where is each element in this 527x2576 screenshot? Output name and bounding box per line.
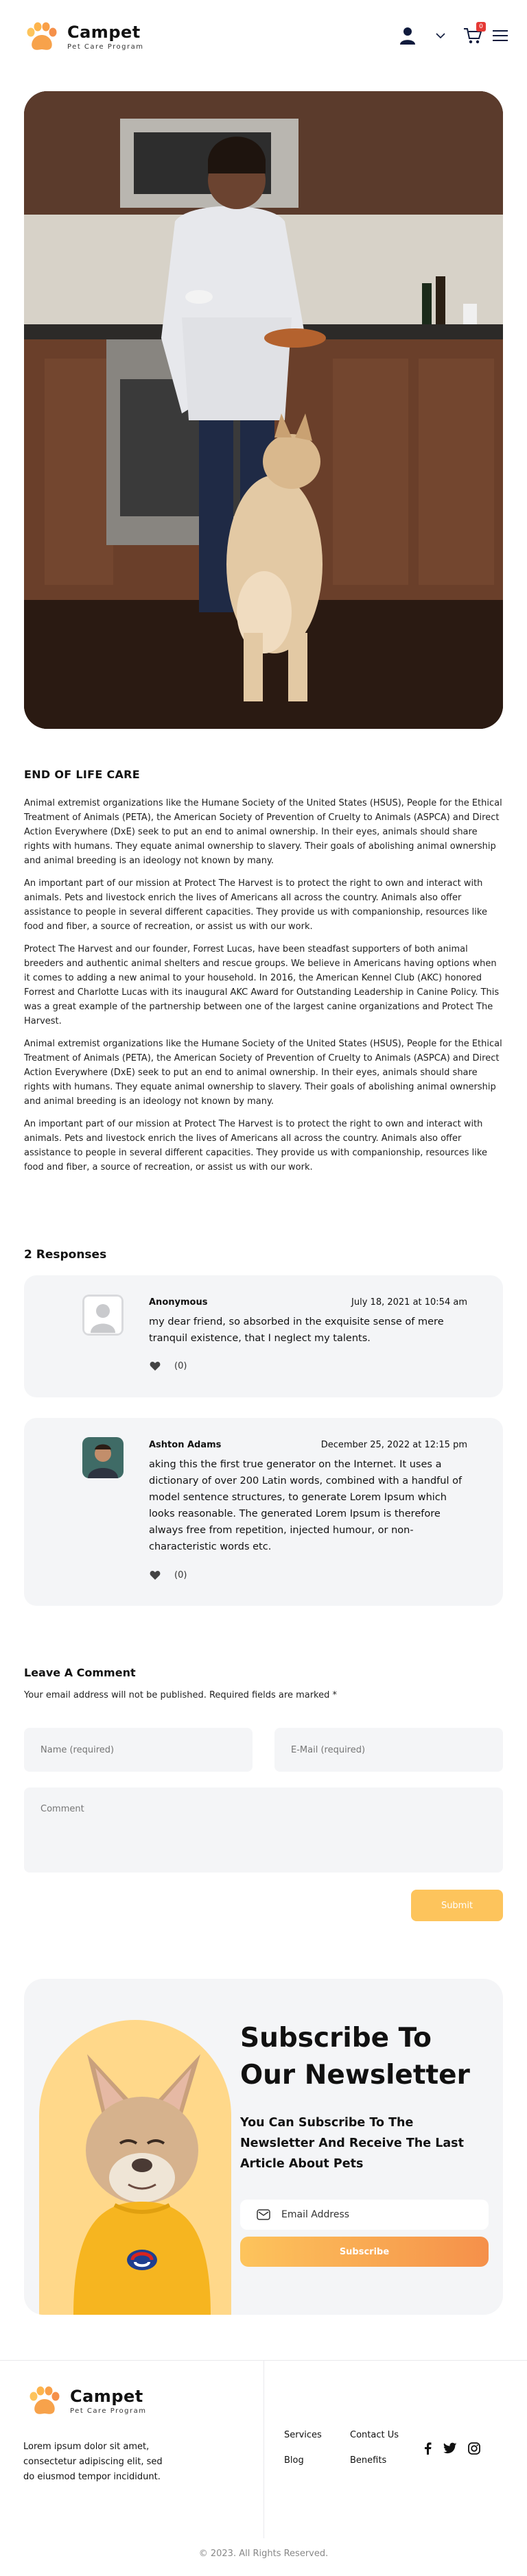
comment-form-note: Your email address will not be published. Required fields are marked * [24, 1690, 337, 1700]
like-count: (0) [174, 1570, 187, 1580]
footer-brand-name: Campet [70, 2387, 143, 2406]
heart-icon [150, 1361, 161, 1371]
newsletter-title: Subscribe To Our Newsletter [240, 2023, 470, 2091]
kitchen-dog-illustration [24, 91, 503, 729]
bulldog-illustration [39, 2047, 245, 2315]
comment-form-header [24, 1666, 503, 1700]
envelope-icon [257, 2209, 270, 2220]
footer-brand-logo[interactable] [27, 2386, 146, 2416]
name-input[interactable] [24, 1728, 253, 1772]
brand-tagline: Pet Care Program [67, 43, 144, 51]
footer-link-blog[interactable]: Blog [284, 2455, 304, 2466]
avatar [82, 1437, 124, 1478]
heart-icon [150, 1570, 161, 1580]
site-header [0, 0, 527, 75]
comment-text: aking this the first true generator on the Internet. It uses a dictionary of over 200 Latin words, combined with a handful of model sentence structures, to generate Lorem Ipsum which looks reasonable. The generated Lorem Ipsum is therefore always free from repetition, injected humour, or non-characteristic words etc. [149, 1459, 462, 1552]
brand-name: Campet [67, 23, 141, 42]
instagram-icon[interactable] [468, 2442, 480, 2455]
newsletter-email-input[interactable] [240, 2200, 489, 2230]
paw-logo-icon [25, 22, 59, 52]
footer-link-benefits[interactable]: Benefits [350, 2455, 387, 2466]
twitter-icon[interactable] [443, 2442, 457, 2455]
social-links [423, 2442, 491, 2455]
like-count: (0) [174, 1361, 187, 1371]
comment-form-title: Leave A Comment [24, 1666, 136, 1679]
cart-button[interactable] [462, 23, 483, 45]
article-title: END OF LIFE CARE [24, 768, 141, 781]
footer-link-services[interactable]: Services [284, 2430, 322, 2440]
article-paragraph: Protect The Harvest and our founder, Forrest Lucas, have been steadfast supporters of both animal breeders and authentic animal shelters and rescue groups. We believe in Americans having options when it comes to adding a new animal to your household. In 2016, the American Kennel Club (AKC) honored Forrest and Charlotte Lucas with its inaugural AKC Award for Outstanding Leadership in Canine Policy. This was a great example of the partnership between one of the largest canine organizations and Protect The Harvest. [24, 944, 500, 1026]
footer-link-contact[interactable]: Contact Us [350, 2430, 399, 2440]
comment-text: my dear friend, so absorbed in the exquisite sense of mere tranquil existence, that I neglect my talents. [149, 1316, 444, 1344]
comment-author: Anonymous [149, 1297, 208, 1308]
article-paragraph: An important part of our mission at Protect The Harvest is to protect the right to own and interact with animals. Pets and livestock enrich the lives of Americans all across the country. Animals also offer assistance to people in several different capacities. They provide us with companionship, resources like food and fiber, a source of recreation, or assist us with our work. [24, 1119, 487, 1172]
copyright-text: © 2023. All Rights Reserved. [198, 2549, 329, 2559]
footer-brand-tagline: Pet Care Program [70, 2407, 147, 2415]
comment-date: December 25, 2022 at 12:15 pm [320, 1440, 467, 1450]
comment-card [24, 1418, 503, 1606]
paw-logo-icon [27, 2386, 62, 2416]
hero-image [24, 91, 503, 729]
default-avatar-icon [82, 1295, 124, 1336]
subscribe-button[interactable]: Subscribe [240, 2237, 489, 2267]
like-button[interactable] [150, 1570, 187, 1580]
hamburger-menu-icon[interactable] [493, 29, 508, 43]
footer-about-text: Lorem ipsum dolor sit amet, consectetur adipiscing elit, sed do eiusmod tempor incididunt. [23, 2442, 163, 2482]
cart-count-badge: 0 [476, 22, 486, 32]
comment-textarea[interactable] [24, 1787, 503, 1873]
chevron-down-icon[interactable] [434, 29, 447, 43]
responses-heading: 2 Responses [24, 1248, 107, 1262]
like-button[interactable] [150, 1361, 187, 1371]
comment-card [24, 1275, 503, 1397]
email-input[interactable] [274, 1728, 503, 1772]
comment-author: Ashton Adams [149, 1440, 222, 1450]
newsletter-section [24, 1979, 503, 2315]
user-photo-icon [82, 1437, 124, 1478]
article-paragraph: An important part of our mission at Protect The Harvest is to protect the right to own and interact with animals. Pets and livestock enrich the lives of Americans all across the country. Animals also offer assistance to people in several different capacities. They provide us with companionship, resources like food and fiber, a source of recreation, or assist us with our work. [24, 878, 487, 932]
newsletter-email-placeholder: Email Address [281, 2209, 350, 2220]
article-body [24, 768, 503, 1183]
newsletter-subtitle: You Can Subscribe To The Newsletter And Receive The Last Article About Pets [240, 2116, 464, 2171]
user-icon[interactable] [398, 26, 417, 45]
submit-button[interactable]: Submit [411, 1890, 503, 1921]
article-paragraph: Animal extremist organizations like the Humane Society of the United States (HSUS), People for the Ethical Treatment of Animals (PETA), the American Society of Prevention of Cruelty to Animals (ASPCA) and Direct Action Everywhere (DxE) seek to put an end to animal ownership. In their eyes, animals should share rights with humans. They equate animal ownership to slavery. Their goals of abolishing animal ownership and animal breeding is an ideology not known by many. [24, 1039, 502, 1107]
comment-date: July 18, 2021 at 10:54 am [351, 1297, 467, 1308]
facebook-icon[interactable] [423, 2442, 432, 2455]
avatar [82, 1295, 124, 1336]
brand-logo[interactable] [25, 22, 143, 52]
article-paragraph: Animal extremist organizations like the Humane Society of the United States (HSUS), People for the Ethical Treatment of Animals (PETA), the American Society of Prevention of Cruelty to Animals (ASPCA) and Direct Action Everywhere (DxE) seek to put an end to animal ownership. In their eyes, animals should share rights with humans. They equate animal ownership to slavery. Their goals of abolishing animal ownership and animal breeding is an ideology not known by many. [24, 798, 502, 866]
